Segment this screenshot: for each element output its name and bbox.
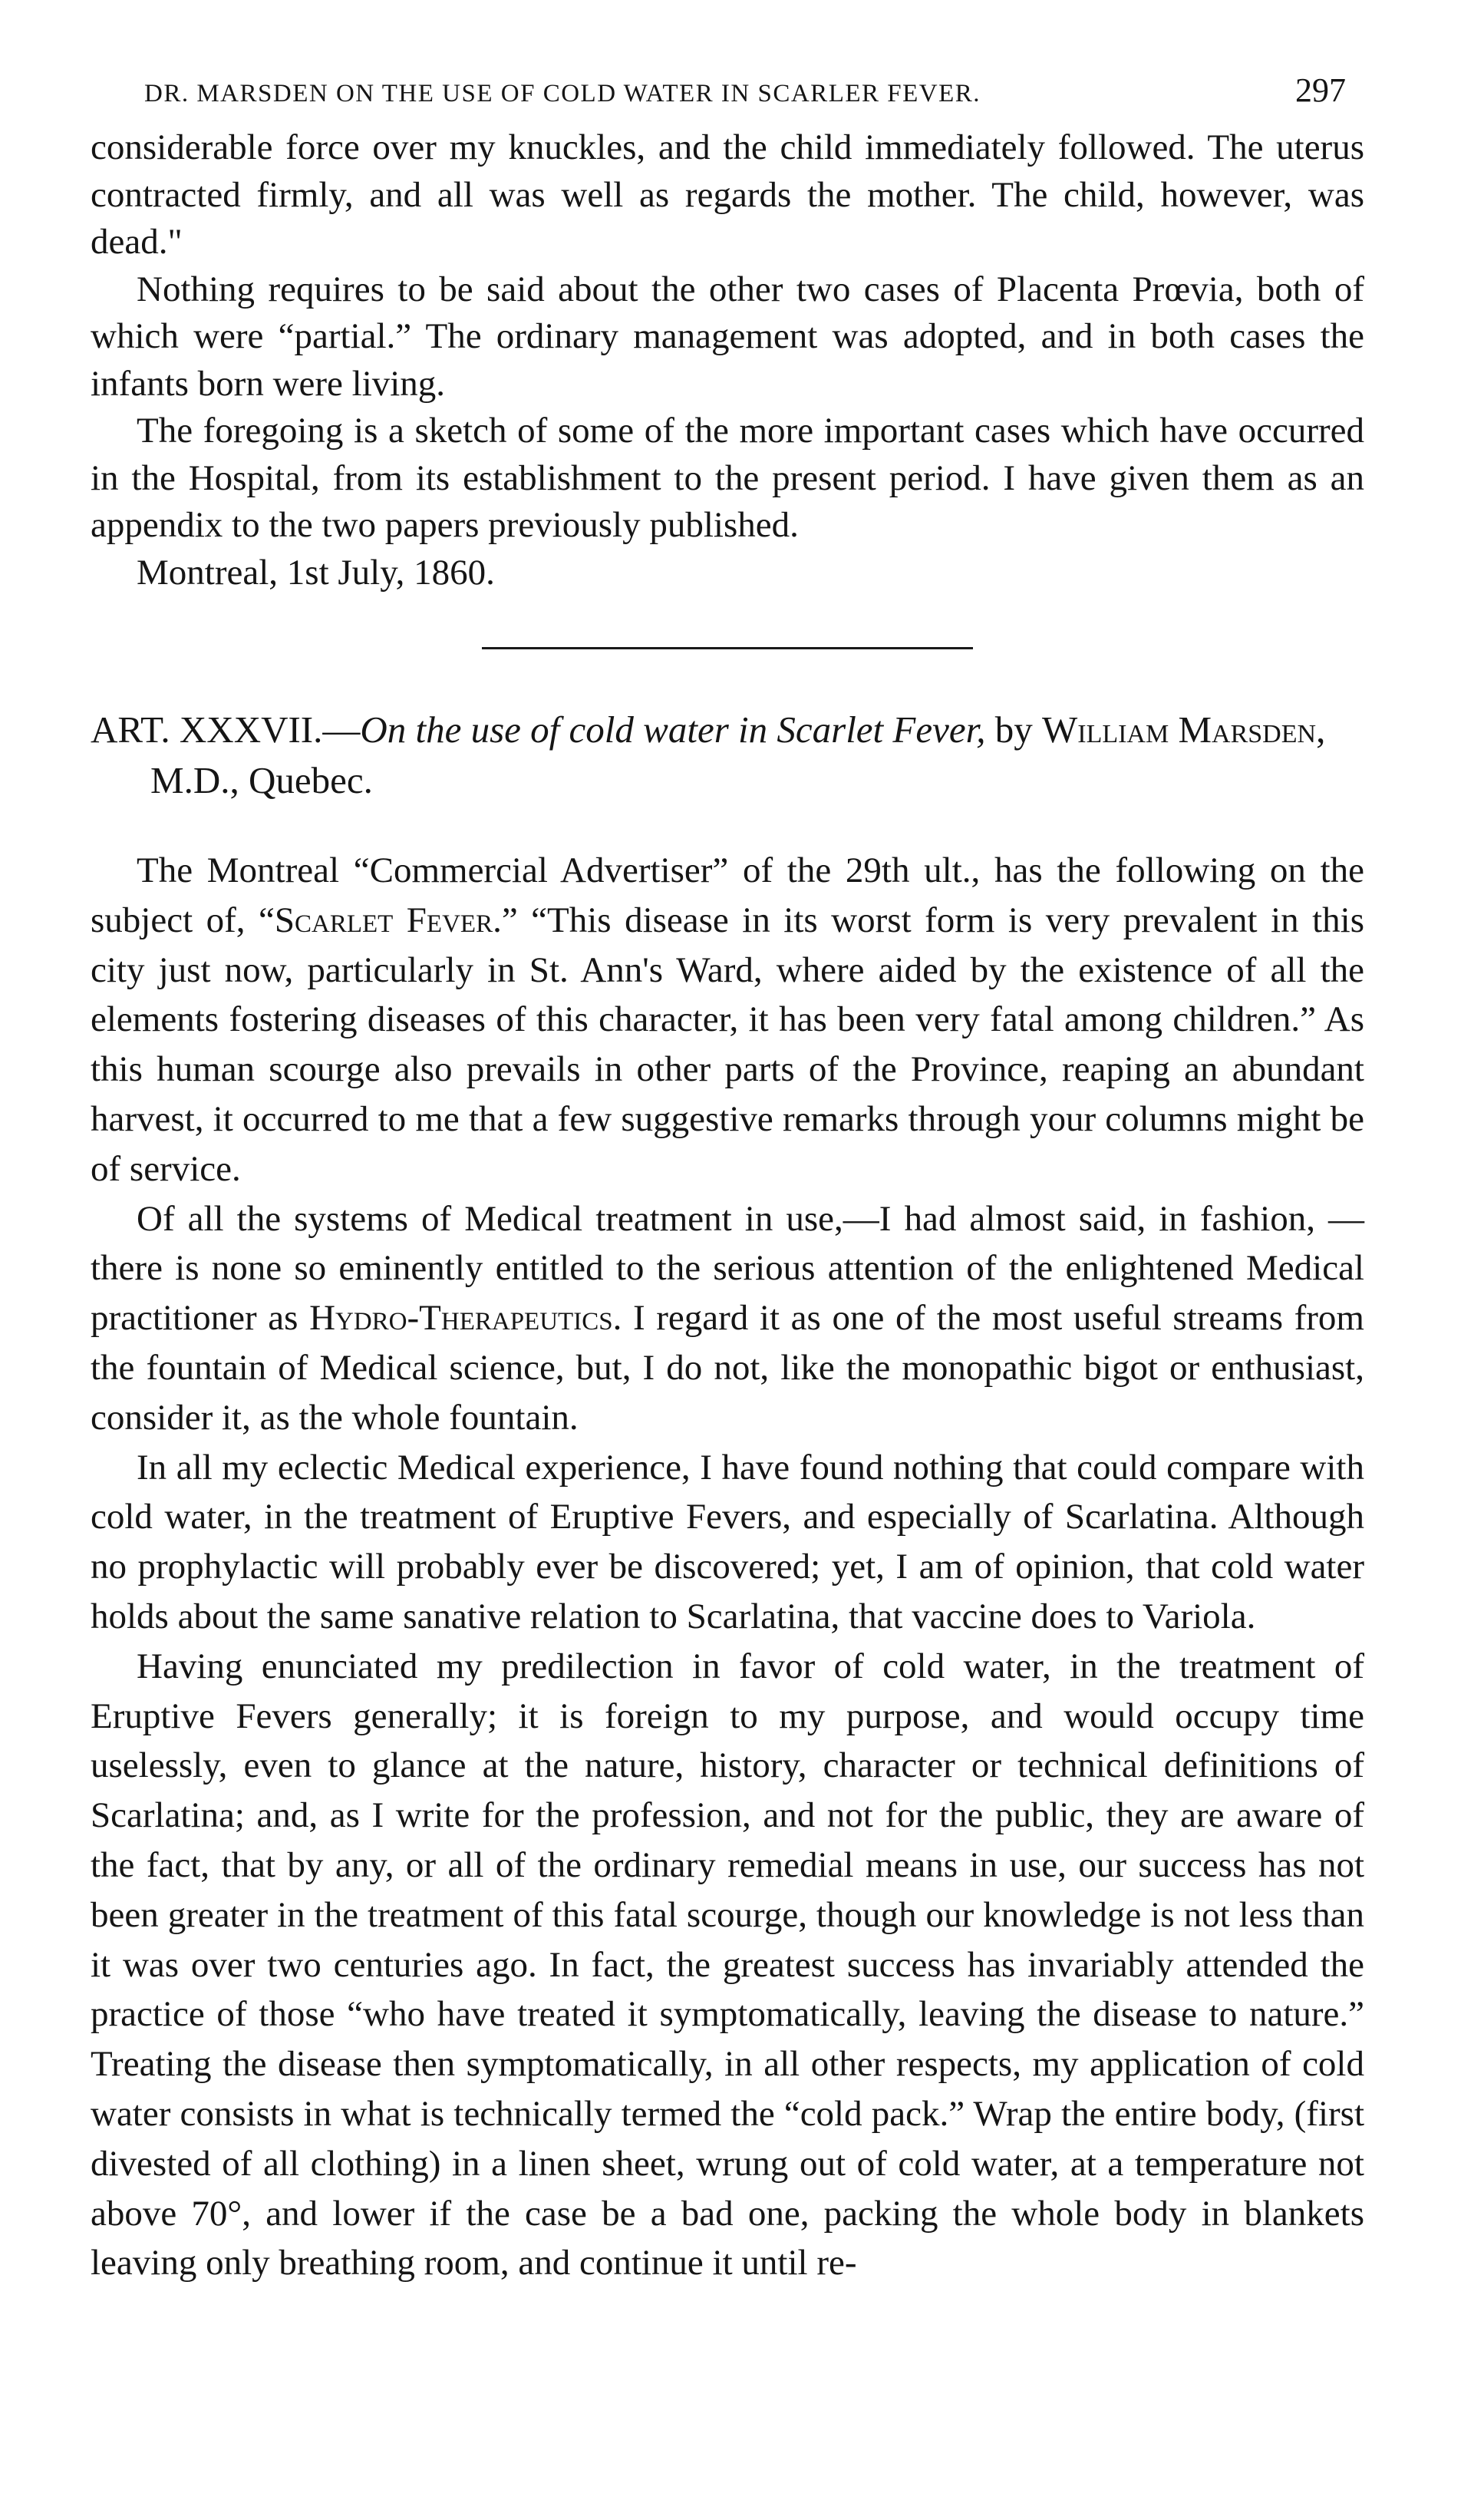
paragraph: The foregoing is a sketch of some of the more important cases which have occurred in the Hospital, from its establishment to the present period. I have given them as an appendix to the two papers previously published. bbox=[91, 411, 1364, 545]
running-head bbox=[91, 71, 1364, 124]
journal-page bbox=[91, 71, 1364, 2288]
article-body bbox=[91, 846, 1364, 2288]
article-author: William Marsden bbox=[1042, 708, 1317, 751]
section-divider bbox=[482, 647, 973, 649]
article-number: ART. XXXVII.— bbox=[91, 708, 361, 751]
paragraph: Having enunciated my predilection in favor of cold water, in the treatment of Eruptive Fevers generally; it is foreign to my purpose, and would occupy time uselessly, even to glance at the nature, history, character or technical definitions of Scarlatina; and, as I write for the profession, and not for the public, they are aware of the fact, that by any, or all of the ordinary remedial means in use, our success has not been greater in the treatment of this fatal scourge, though our knowledge is not less than it was over two centuries ago. In fact, the greatest success has invariably attended the practice of those “who have treated it symptomatically, leaving the disease to nature.” Treating the disease then symptomatically, in all other respects, my application of cold water consists in what is technically termed the “cold pack.” Wrap the entire body, (first divested of all clothing) in a linen sheet, wrung out of cold water, at a temperature not above 70°, and lower if the case be a bad one, packing the whole body in blankets leaving only breathing room, and continue it until re- bbox=[91, 1646, 1364, 2283]
small-caps-term: Scarlet Fever bbox=[274, 900, 493, 940]
text-run: The Montreal “Commercial Advertiser” of the 29th ult., has the following on the subject of, “ bbox=[91, 850, 1364, 940]
running-head-title: DR. MARSDEN ON THE USE OF COLD WATER IN SCARLER FEVER. bbox=[144, 80, 981, 107]
text-run: Of all the systems of Medical treatment in use,—I had almost said, in fashion, —there is none so eminently entitled to the serious attention of the enlightened Medical practitioner as bbox=[91, 1198, 1364, 1339]
dateline: Montreal, 1st July, 1860. bbox=[137, 552, 495, 593]
author-credentials: , M.D., Quebec. bbox=[150, 708, 1326, 801]
paragraph bbox=[91, 846, 1364, 1194]
byline-by: by bbox=[985, 708, 1042, 751]
article-heading bbox=[91, 705, 1364, 806]
paragraph: Nothing requires to be said about the other two cases of Placenta Prœvia, both of which were “partial.” The ordinary management was adopted, and in both cases the infants born were living. bbox=[91, 269, 1364, 404]
paragraph: In all my eclectic Medical experience, I have found nothing that could compare with cold water, in the treatment of Eruptive Fevers, and especially of Scarlatina. Although no prophylactic will probably ever be discovered; yet, I am of opinion, that cold water holds about the same sanative relation to Scarlatina, that vaccine does to Variola. bbox=[91, 1447, 1364, 1636]
paragraph bbox=[91, 1194, 1364, 1443]
small-caps-term: Hydro-Therapeutics bbox=[309, 1298, 613, 1339]
text-run: . I regard it as one of the most useful streams from the fountain of Medical science, but, I do not, like the monopathic bigot or enthusiast, consider it, as the whole fountain. bbox=[91, 1298, 1364, 1438]
text-run: .” “This disease in its worst form is very prevalent in this city just now, particularly in St. Ann's Ward, where aided by the existence of all the elements fostering diseases of this character, it has been very fatal among children.” As this human scourge also prevails in other parts of the Province, reaping an abundant harvest, it occurred to me that a few suggestive remarks through your columns might be of service. bbox=[91, 900, 1365, 1189]
article-title: On the use of cold water in Scarlet Fever, bbox=[360, 708, 986, 751]
page-number: 297 bbox=[1295, 71, 1346, 109]
paragraph: considerable force over my knuckles, and the child immediately followed. The uterus contracted firmly, and all was well as regards the mother. The child, however, was dead." bbox=[91, 127, 1364, 262]
previous-article-conclusion bbox=[91, 124, 1364, 596]
